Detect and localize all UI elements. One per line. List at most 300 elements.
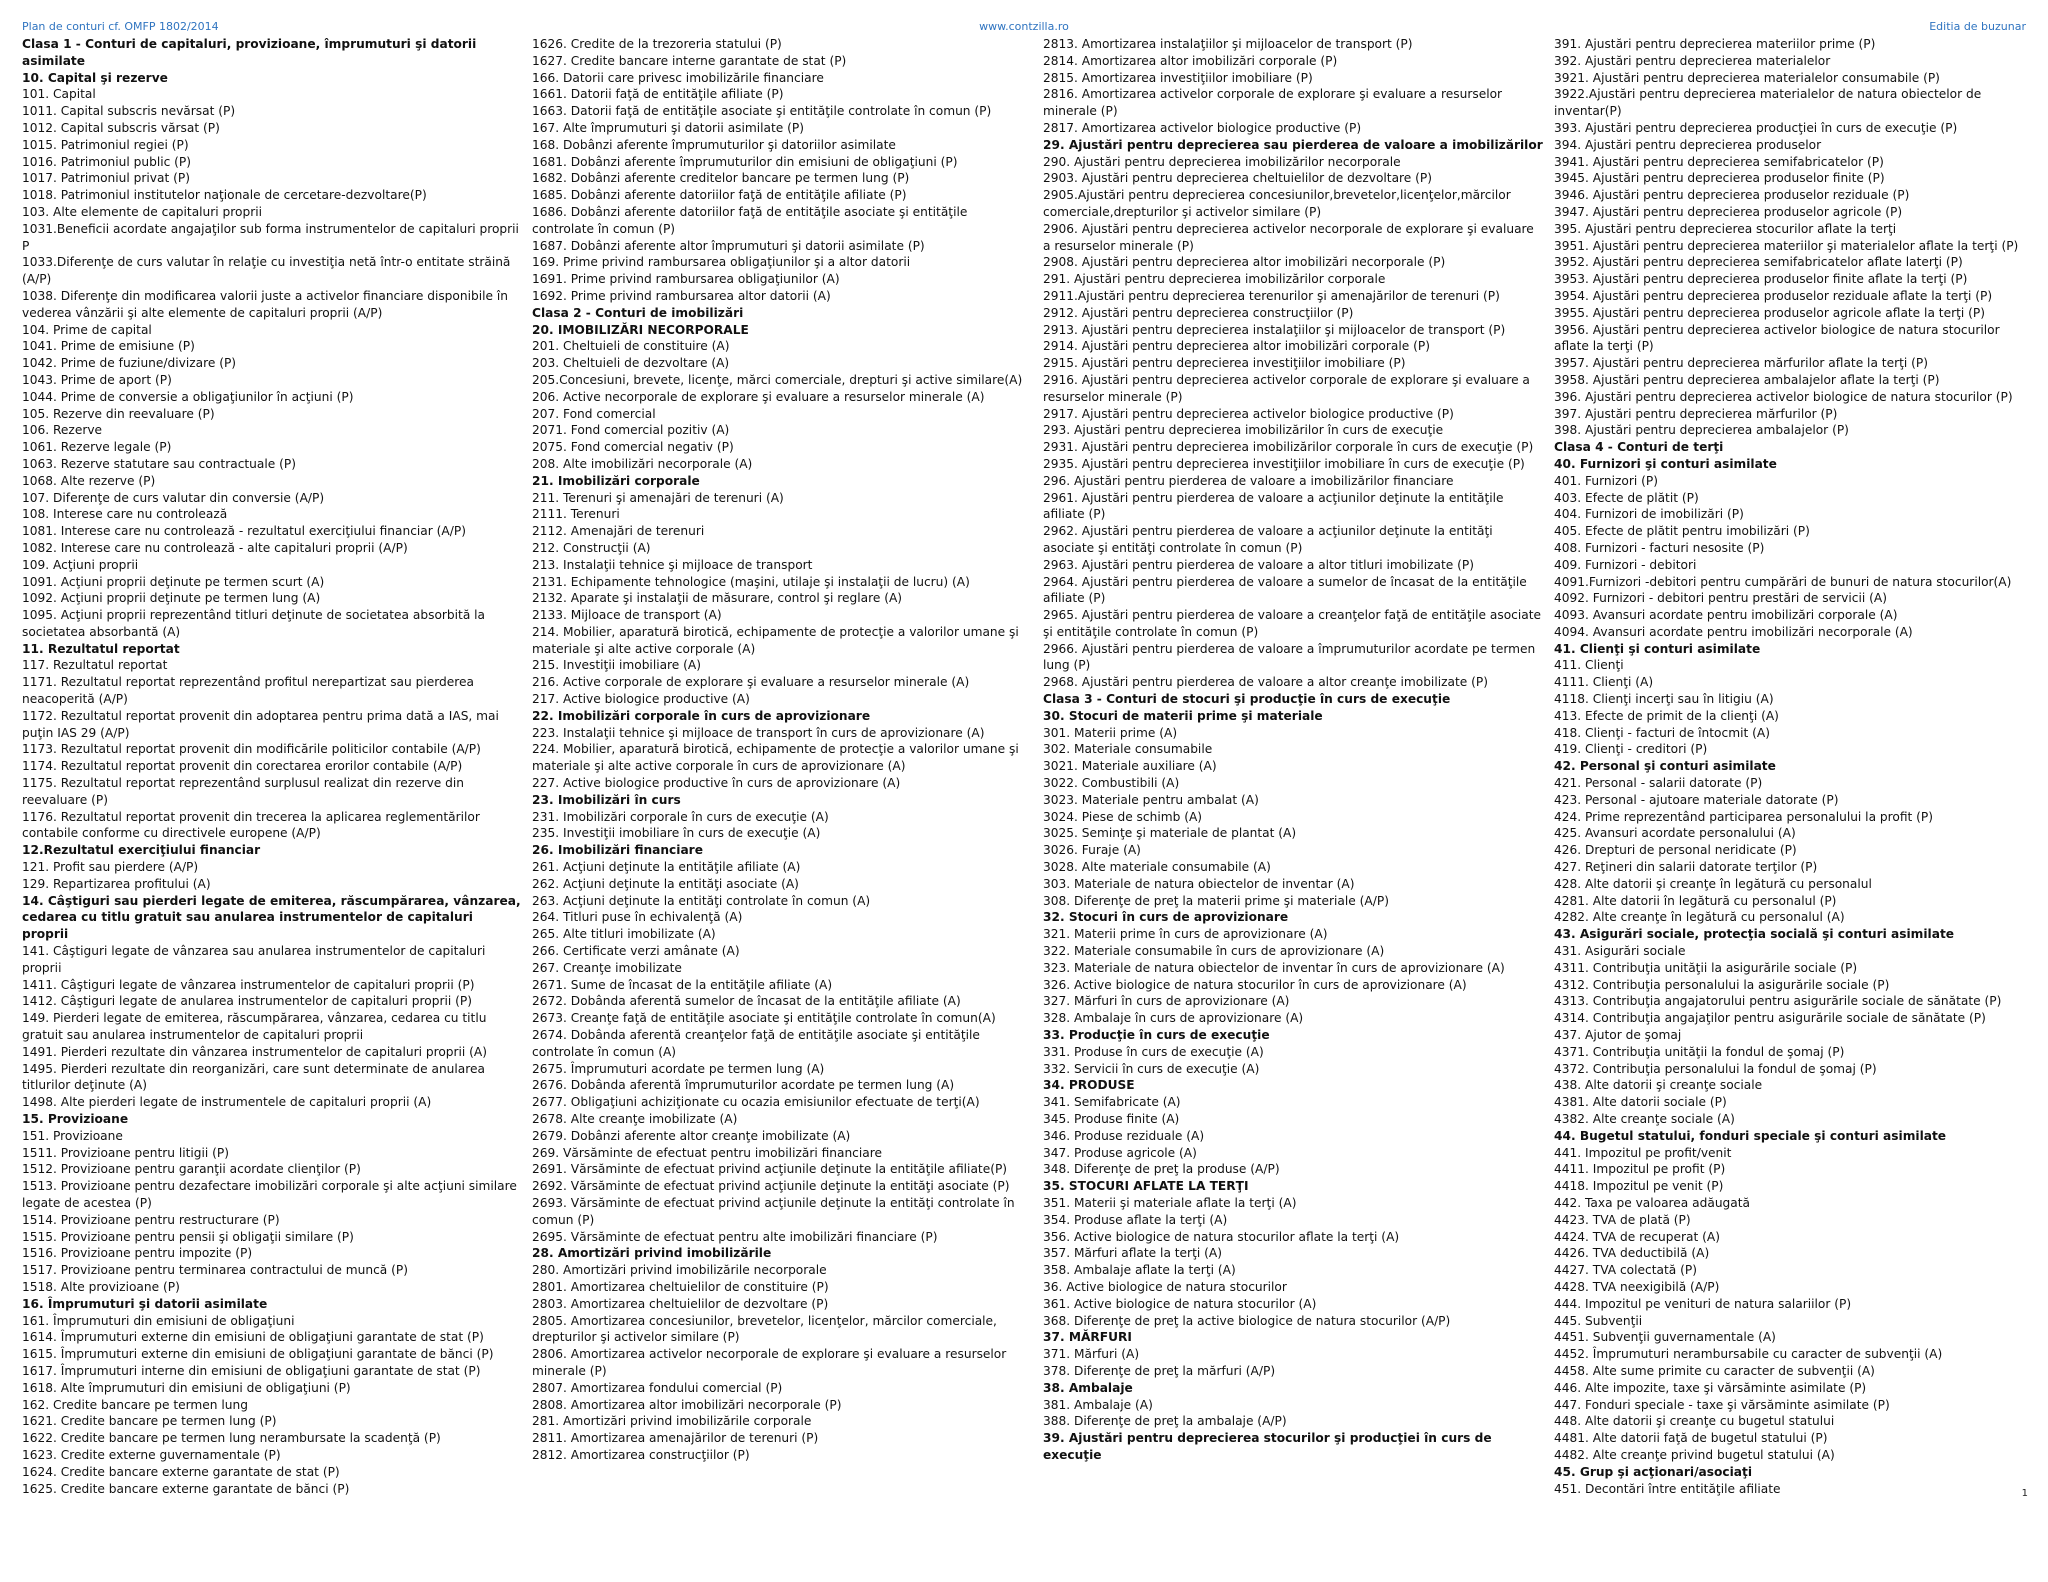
- account-line: 356. Active biologice de natura stocurilor aflate la terţi (A): [1043, 1229, 1400, 1244]
- account-line: 445. Subvenţii: [1554, 1313, 1643, 1328]
- account-line: 167. Alte împrumuturi şi datorii asimilate (P): [532, 120, 805, 135]
- account-line: 4311. Contribuţia unităţii la asigurările sociale (P): [1554, 960, 1858, 975]
- account-line: 423. Personal - ajutoare materiale datorate (P): [1554, 792, 1839, 807]
- account-line: 166. Datorii care privesc imobilizările financiare: [532, 70, 824, 85]
- account-line: 361. Active biologice de natura stocurilor (A): [1043, 1296, 1317, 1311]
- account-line: 3947. Ajustări pentru deprecierea produselor agricole (P): [1554, 204, 1903, 219]
- account-line: 1092. Acţiuni proprii deţinute pe termen lung (A): [22, 591, 321, 606]
- section-heading: Clasa 4 - Conturi de terţi: [1554, 440, 1724, 455]
- account-line: 2961. Ajustări pentru pierderea de valoare a acţiunilor deţinute la entităţile afiliate (P): [1043, 490, 1504, 522]
- account-line: 328. Ambalaje în curs de aprovizionare (A): [1043, 1011, 1304, 1026]
- account-line: 211. Terenuri şi amenajări de terenuri (A): [532, 490, 784, 505]
- account-line: 2962. Ajustări pentru pierderea de valoare a acţiunilor deţinute la entităţi asociate şi entităţi controlate în comun (P): [1043, 524, 1493, 555]
- account-line: 348. Diferenţe de preţ la produse (A/P): [1043, 1162, 1280, 1177]
- account-line: 2678. Alte creanţe imobilizate (A): [532, 1112, 738, 1126]
- account-line: 403. Efecte de plătit (P): [1554, 490, 1699, 505]
- account-line: 354. Produse aflate la terţi (A): [1043, 1212, 1228, 1227]
- account-line: 409. Furnizori - debitori: [1554, 557, 1697, 572]
- account-line: 1516. Provizioane pentru impozite (P): [22, 1246, 253, 1261]
- section-heading: 28. Amortizări privind imobilizările: [532, 1246, 772, 1261]
- account-line: 3026. Furaje (A): [1043, 843, 1141, 858]
- account-line: 206. Active necorporale de explorare şi evaluare a resurselor minerale (A): [532, 389, 985, 404]
- account-line: 351. Materii şi materiale aflate la terţi (A): [1043, 1195, 1297, 1210]
- account-line: 437. Ajutor de şomaj: [1554, 1028, 1682, 1043]
- account-line: 169. Prime privind rambursarea obligaţiunilor şi a altor datorii: [532, 255, 911, 270]
- account-line: 1511. Provizioane pentru litigii (P): [22, 1145, 230, 1160]
- section-heading: Clasa 1 - Conturi de capitaluri, provizioane, împrumuturi şi datorii asimilate: [22, 37, 477, 68]
- account-line: 1172. Rezultatul reportat provenit din adoptarea pentru prima dată a IAS, mai puţin IAS 29 (A/P): [22, 708, 499, 740]
- account-line: 1512. Provizioane pentru garanţii acordate clienţilor (P): [22, 1162, 361, 1177]
- account-line: 357. Mărfuri aflate la terţi (A): [1043, 1246, 1222, 1261]
- account-line: 381. Ambalaje (A): [1043, 1397, 1153, 1412]
- account-line: 2808. Amortizarea altor imobilizări necorporale (P): [532, 1397, 842, 1412]
- account-line: 263. Acţiuni deţinute la entităţi controlate în comun (A): [532, 893, 871, 908]
- account-line: 1518. Alte provizioane (P): [22, 1279, 180, 1294]
- section-heading: 35. STOCURI AFLATE LA TERŢI: [1043, 1179, 1249, 1194]
- account-line: 1061. Rezerve legale (P): [22, 440, 172, 455]
- account-line: 1621. Credite bancare pe termen lung (P): [22, 1414, 277, 1429]
- account-line: 4418. Impozitul pe venit (P): [1554, 1179, 1724, 1194]
- section-heading: 42. Personal şi conturi asimilate: [1554, 759, 1776, 774]
- account-line: 4372. Contribuţia personalului la fondul de şomaj (P): [1554, 1061, 1877, 1076]
- account-line: 2913. Ajustări pentru deprecierea instalaţiilor şi mijloacelor de transport (P): [1043, 322, 1506, 337]
- account-line: 290. Ajustări pentru deprecierea imobilizărilor necorporale: [1043, 154, 1401, 169]
- account-line: 3956. Ajustări pentru deprecierea activelor biologice de natura stocurilor aflate la terţi (P): [1554, 322, 2000, 354]
- account-line: 408. Furnizori - facturi nesosite (P): [1554, 540, 1765, 555]
- account-line: 1044. Prime de conversie a obligaţiunilor în acţiuni (P): [22, 389, 354, 404]
- account-line: 431. Asigurări sociale: [1554, 944, 1686, 959]
- account-line: 4092. Furnizori - debitori pentru prestări de servicii (A): [1554, 591, 1887, 606]
- section-heading: 15. Provizioane: [22, 1112, 129, 1126]
- account-line: 2806. Amortizarea activelor necorporale de explorare şi evaluare a resurselor minerale (P): [532, 1347, 1007, 1378]
- account-line: 3957. Ajustări pentru deprecierea mărfurilor aflate la terţi (P): [1554, 356, 1928, 371]
- account-line: 224. Mobilier, aparatură birotică, echipamente de protecţie a valorilor umane şi materiale şi alte active corporale în curs de aprovizionare (A): [532, 742, 1019, 774]
- account-line: 1682. Dobânzi aferente creditelor bancare pe termen lung (P): [532, 171, 910, 186]
- account-line: 2676. Dobânda aferentă împrumuturilor acordate pe termen lung (A): [532, 1078, 955, 1093]
- account-line: 296. Ajustări pentru pierderea de valoare a imobilizărilor financiare: [1043, 473, 1454, 488]
- account-line: 308. Diferenţe de preţ la materii prime şi materiale (A/P): [1043, 893, 1389, 908]
- account-line: 149. Pierderi legate de emiterea, răscumpărarea, vânzarea, cedarea cu titlu gratuit sau anularea instrumentelor de capitaluri proprii: [22, 1011, 487, 1043]
- account-line: 2905.Ajustări pentru deprecierea concesiunilor,brevetelor,licenţelor,mărcilor comerciale,drepturilor şi activelor similare (P): [1043, 188, 1511, 219]
- account-line: 413. Efecte de primit de la clienţi (A): [1554, 708, 1779, 723]
- account-line: 4118. Clienţi incerţi sau în litigiu (A): [1554, 692, 1774, 707]
- account-line: 2964. Ajustări pentru pierderea de valoare a sumelor de încasat de la entităţile afiliate (P): [1043, 574, 1527, 606]
- account-line: 4314. Contribuţia angajaţilor pentru asigurările sociale de sănătate (P): [1554, 1011, 1986, 1026]
- account-line: 1011. Capital subscris nevărsat (P): [22, 104, 236, 119]
- account-line: 1625. Credite bancare externe garantate de bănci (P): [22, 1481, 350, 1496]
- section-heading: Clasa 3 - Conturi de stocuri şi producţie în curs de execuţie: [1043, 692, 1451, 707]
- account-line: 212. Construcţii (A): [532, 540, 651, 555]
- account-line: 141. Câştiguri legate de vânzarea sau anularea instrumentelor de capitaluri proprii: [22, 944, 486, 975]
- section-heading: 12.Rezultatul exerciţiului financiar: [22, 843, 261, 858]
- account-line: 1016. Patrimoniul public (P): [22, 154, 192, 169]
- account-line: 332. Servicii în curs de execuţie (A): [1043, 1061, 1260, 1076]
- account-line: 4381. Alte datorii sociale (P): [1554, 1095, 1727, 1110]
- account-line: 4091.Furnizori -debitori pentru cumpărări de bunuri de natura stocurilor(A): [1554, 574, 2012, 589]
- account-line: 4313. Contribuţia angajatorului pentru asigurările sociale de sănătate (P): [1554, 994, 2002, 1009]
- account-line: 1624. Credite bancare externe garantate de stat (P): [22, 1464, 340, 1479]
- account-line: 2813. Amortizarea instalaţiilor şi mijloacelor de transport (P): [1043, 37, 1413, 51]
- account-line: 2931. Ajustări pentru deprecierea imobilizărilor corporale în curs de execuţie (P): [1043, 440, 1534, 455]
- account-line: 213. Instalaţii tehnice şi mijloace de transport: [532, 557, 813, 572]
- account-line: 2963. Ajustări pentru pierderea de valoare a altor titluri imobilizate (P): [1043, 557, 1475, 572]
- account-line: 121. Profit sau pierdere (A/P): [22, 860, 199, 875]
- section-heading: 14. Câştiguri sau pierderi legate de emiterea, răscumpărarea, vânzarea, cedarea cu titlu gratuit sau anularea instrumentelor de capitaluri proprii: [22, 893, 521, 942]
- account-line: 223. Instalaţii tehnice şi mijloace de transport în curs de aprovizionare (A): [532, 725, 985, 740]
- account-line: 2811. Amortizarea amenajărilor de terenuri (P): [532, 1431, 819, 1446]
- account-line: 151. Provizioane: [22, 1128, 123, 1143]
- account-line: 2816. Amortizarea activelor corporale de explorare şi evaluare a resurselor minerale (P): [1043, 87, 1503, 119]
- account-line: 404. Furnizori de imobilizări (P): [1554, 507, 1744, 522]
- section-heading: 29. Ajustări pentru deprecierea sau pierderea de valoare a imobilizărilor: [1043, 137, 1543, 152]
- account-line: 2671. Sume de încasat de la entităţile afiliate (A): [532, 977, 833, 992]
- account-line: 398. Ajustări pentru deprecierea ambalajelor (P): [1554, 423, 1849, 438]
- account-line: 2112. Amenajări de terenuri: [532, 524, 705, 539]
- section-heading: 21. Imobilizări corporale: [532, 473, 700, 488]
- account-line: 438. Alte datorii şi creanţe sociale: [1554, 1078, 1763, 1093]
- account-line: 4428. TVA neexigibilă (A/P): [1554, 1279, 1720, 1294]
- account-line: 1038. Diferenţe din modificarea valorii juste a activelor financiare disponibile în vederea vânzării şi alte elemente de capitaluri proprii (A/P): [22, 288, 508, 320]
- account-column-1: [22, 36, 522, 1497]
- account-line: 4423. TVA de plată (P): [1554, 1212, 1691, 1227]
- account-line: 4424. TVA de recuperat (A): [1554, 1229, 1720, 1244]
- account-line: 424. Prime reprezentând participarea personalului la profit (P): [1554, 809, 1934, 824]
- account-line: 2908. Ajustări pentru deprecierea altor imobilizări necorporale (P): [1043, 255, 1446, 270]
- account-line: 345. Produse finite (A): [1043, 1112, 1180, 1126]
- account-line: 451. Decontări între entităţile afiliate: [1554, 1481, 1781, 1496]
- account-line: 267. Creanţe imobilizate: [532, 960, 682, 975]
- account-line: 447. Fonduri speciale - taxe şi vărsăminte asimilate (P): [1554, 1397, 1890, 1412]
- section-heading: 33. Producţie în curs de execuţie: [1043, 1028, 1270, 1043]
- account-line: 323. Materiale de natura obiectelor de inventar în curs de aprovizionare (A): [1043, 960, 1505, 975]
- account-line: 3024. Piese de schimb (A): [1043, 809, 1203, 824]
- account-line: 1498. Alte pierderi legate de instrumentele de capitaluri proprii (A): [22, 1095, 432, 1110]
- account-line: 103. Alte elemente de capitaluri proprii: [22, 204, 262, 219]
- account-line: 341. Semifabricate (A): [1043, 1095, 1181, 1110]
- account-line: 448. Alte datorii şi creanţe cu bugetul statului: [1554, 1414, 1835, 1429]
- account-line: 3946. Ajustări pentru deprecierea produselor reziduale (P): [1554, 188, 1910, 203]
- account-line: 2916. Ajustări pentru deprecierea activelor corporale de explorare şi evaluare a resurselor minerale (P): [1043, 372, 1530, 404]
- section-heading: 16. Împrumuturi şi datorii asimilate: [22, 1296, 268, 1311]
- account-line: 2911.Ajustări pentru deprecierea terenurilor şi amenajărilor de terenuri (P): [1043, 288, 1500, 303]
- account-line: 1686. Dobânzi aferente datoriilor faţă de entităţile asociate şi entităţile controlate în comun (P): [532, 204, 968, 236]
- account-line: 3022. Combustibili (A): [1043, 776, 1180, 791]
- account-line: 261. Acţiuni deţinute la entităţile afiliate (A): [532, 860, 801, 875]
- account-line: 425. Avansuri acordate personalului (A): [1554, 826, 1796, 841]
- account-line: 4452. Împrumuturi nerambursabile cu caracter de subvenţii (A): [1554, 1347, 1943, 1362]
- account-line: 371. Mărfuri (A): [1043, 1347, 1140, 1362]
- account-line: 4094. Avansuri acordate pentru imobilizări necorporale (A): [1554, 624, 1913, 639]
- account-line: 3025. Seminţe şi materiale de plantat (A): [1043, 826, 1297, 841]
- account-line: 392. Ajustări pentru deprecierea materialelor: [1554, 53, 1831, 68]
- account-line: 265. Alte titluri imobilizate (A): [532, 927, 716, 942]
- account-line: 442. Taxa pe valoarea adăugată: [1554, 1195, 1750, 1210]
- account-line: 1515. Provizioane pentru pensii şi obligaţii similare (P): [22, 1229, 354, 1244]
- account-line: 2966. Ajustări pentru pierderea de valoare a împrumuturilor acordate pe termen lung (P): [1043, 641, 1536, 673]
- section-heading: 22. Imobilizări corporale în curs de aprovizionare: [532, 708, 871, 723]
- account-line: 428. Alte datorii şi creanţe în legătură cu personalul: [1554, 876, 1872, 891]
- account-line: 378. Diferenţe de preţ la mărfuri (A/P): [1043, 1363, 1276, 1378]
- section-heading: 32. Stocuri în curs de aprovizionare: [1043, 910, 1289, 925]
- account-line: 1081. Interese care nu controlează - rezultatul exerciţiului financiar (A/P): [22, 524, 466, 539]
- account-line: 427. Reţineri din salarii datorate terţilor (P): [1554, 860, 1818, 875]
- account-line: 1495. Pierderi rezultate din reorganizări, care sunt determinate de anularea titlurilor deţinute (A): [22, 1061, 485, 1093]
- account-line: 3021. Materiale auxiliare (A): [1043, 759, 1217, 774]
- account-line: 107. Diferenţe de curs valutar din conversie (A/P): [22, 490, 325, 505]
- section-heading: 40. Furnizori şi conturi asimilate: [1554, 456, 1777, 471]
- account-line: 2903. Ajustări pentru deprecierea cheltuielilor de dezvoltare (P): [1043, 171, 1433, 186]
- account-line: 1622. Credite bancare pe termen lung nerambursate la scadenţă (P): [22, 1431, 441, 1446]
- account-line: 1017. Patrimoniul privat (P): [22, 171, 190, 186]
- account-line: 2071. Fond comercial pozitiv (A): [532, 423, 730, 438]
- account-line: 2693. Vărsăminte de efectuat privind acţiunile deţinute la entităţi controlate în comun (P): [532, 1195, 1015, 1227]
- account-line: 393. Ajustări pentru deprecierea producţiei în curs de execuţie (P): [1554, 120, 1958, 135]
- account-line: 327. Mărfuri în curs de aprovizionare (A): [1043, 994, 1290, 1009]
- account-line: 301. Materii prime (A): [1043, 725, 1178, 740]
- account-line: 418. Clienţi - facturi de întocmit (A): [1554, 725, 1770, 740]
- account-line: 1031.Beneficii acordate angajaţilor sub forma instrumentelor de capitaluri proprii P: [22, 221, 519, 253]
- account-line: 4111. Clienţi (A): [1554, 675, 1654, 690]
- account-line: 1517. Provizioane pentru terminarea contractului de muncă (P): [22, 1263, 408, 1278]
- account-line: 2805. Amortizarea concesiunilor, brevetelor, licenţelor, mărcilor comerciale, drepturilor şi activelor similare (P): [532, 1313, 997, 1345]
- account-line: 419. Clienţi - creditori (P): [1554, 742, 1708, 757]
- account-line: 203. Cheltuieli de dezvoltare (A): [532, 356, 730, 371]
- account-line: 162. Credite bancare pe termen lung: [22, 1397, 248, 1412]
- account-line: 1176. Rezultatul reportat provenit din trecerea la aplicarea reglementărilor contabile conforme cu directivele europene (A/P): [22, 809, 480, 841]
- account-line: 2695. Vărsăminte de efectuat pentru alte imobilizări financiare (P): [532, 1229, 938, 1244]
- account-line: 207. Fond comercial: [532, 406, 656, 421]
- account-line: 1015. Patrimoniul regiei (P): [22, 137, 189, 152]
- account-line: 217. Active biologice productive (A): [532, 692, 750, 707]
- account-line: 444. Impozitul pe venituri de natura salariilor (P): [1554, 1296, 1852, 1311]
- account-line: 215. Investiţii imobiliare (A): [532, 658, 702, 673]
- account-line: 395. Ajustări pentru deprecierea stocurilor aflate la terţi: [1554, 221, 1897, 236]
- section-heading: 37. MĂRFURI: [1043, 1330, 1132, 1345]
- account-line: 326. Active biologice de natura stocurilor în curs de aprovizionare (A): [1043, 977, 1467, 992]
- account-line: 3921. Ajustări pentru deprecierea materialelor consumabile (P): [1554, 70, 1940, 85]
- account-line: 2131. Echipamente tehnologice (maşini, utilaje şi instalaţii de lucru) (A): [532, 574, 970, 589]
- account-line: 2914. Ajustări pentru deprecierea altor imobilizări corporale (P): [1043, 339, 1430, 354]
- account-line: 3028. Alte materiale consumabile (A): [1043, 860, 1271, 875]
- account-line: 293. Ajustări pentru deprecierea imobilizărilor în curs de execuţie: [1043, 423, 1444, 438]
- section-heading: 11. Rezultatul reportat: [22, 641, 180, 656]
- account-line: 3954. Ajustări pentru deprecierea produselor reziduale aflate la terţi (P): [1554, 288, 1993, 303]
- account-line: 205.Concesiuni, brevete, licenţe, mărci comerciale, drepturi şi active similare(A): [532, 372, 1023, 387]
- account-line: 2817. Amortizarea activelor biologice productive (P): [1043, 120, 1362, 135]
- account-line: 1513. Provizioane pentru dezafectare imobilizări corporale şi alte acţiuni similare legate de acestea (P): [22, 1179, 517, 1210]
- account-line: 347. Produse agricole (A): [1043, 1145, 1197, 1160]
- section-heading: 44. Bugetul statului, fonduri speciale şi conturi asimilate: [1554, 1128, 1947, 1143]
- account-line: 1175. Rezultatul reportat reprezentând surplusul realizat din rezerve din reevaluare (P): [22, 776, 465, 807]
- account-line: 4481. Alte datorii faţă de bugetul statului (P): [1554, 1431, 1828, 1446]
- section-heading: 23. Imobilizări în curs: [532, 792, 681, 807]
- page-number: 1: [2021, 1488, 2028, 1499]
- account-line: 266. Certificate verzi amânate (A): [532, 944, 740, 959]
- account-line: 446. Alte impozite, taxe şi vărsăminte asimilate (P): [1554, 1380, 1867, 1395]
- account-line: 388. Diferenţe de preţ la ambalaje (A/P): [1043, 1414, 1287, 1429]
- account-line: 108. Interese care nu controlează: [22, 507, 228, 522]
- section-heading: 38. Ambalaje: [1043, 1380, 1133, 1395]
- section-heading: 20. IMOBILIZĂRI NECORPORALE: [532, 322, 749, 337]
- account-line: 3941. Ajustări pentru deprecierea semifabricatelor (P): [1554, 154, 1884, 169]
- account-line: 2111. Terenuri: [532, 507, 620, 522]
- account-line: 104. Prime de capital: [22, 322, 152, 337]
- account-line: 368. Diferenţe de preţ la active biologice de natura stocurilor (A/P): [1043, 1313, 1451, 1328]
- account-line: 3951. Ajustări pentru deprecierea materiilor şi materialelor aflate la terţi (P) 3952. Ajustări pentru deprecierea semifabricatelor aflate laterţi (P): [1554, 238, 2019, 270]
- account-line: 3953. Ajustări pentru deprecierea produselor finite aflate la terţi (P): [1554, 272, 1968, 287]
- account-line: 397. Ajustări pentru deprecierea mărfurilor (P): [1554, 406, 1838, 421]
- account-line: 2815. Amortizarea investiţiilor imobiliare (P): [1043, 70, 1313, 85]
- account-line: 2075. Fond comercial negativ (P): [532, 440, 734, 455]
- account-line: 4371. Contribuţia unităţii la fondul de şomaj (P): [1554, 1044, 1845, 1059]
- account-line: 3958. Ajustări pentru deprecierea ambalajelor aflate la terţi (P): [1554, 372, 1940, 387]
- account-line: 1681. Dobânzi aferente împrumuturilor din emisiuni de obligaţiuni (P): [532, 154, 958, 169]
- account-line: 227. Active biologice productive în curs de aprovizionare (A): [532, 776, 901, 791]
- account-line: 101. Capital: [22, 87, 96, 102]
- account-line: 2965. Ajustări pentru pierderea de valoare a creanţelor faţă de entităţile asociate şi entităţile controlate în comun (P): [1043, 608, 1542, 639]
- account-line: 3955. Ajustări pentru deprecierea produselor agricole aflate la terţi (P): [1554, 305, 1985, 320]
- account-line: 109. Acţiuni proprii: [22, 557, 139, 572]
- account-line: 405. Efecte de plătit pentru imobilizări (P): [1554, 524, 1810, 539]
- account-line: 106. Rezerve: [22, 423, 103, 438]
- account-line: 2677. Obligaţiuni achiziţionate cu ocazia emisiunilor efectuate de terţi(A): [532, 1095, 980, 1110]
- account-line: 216. Active corporale de explorare şi evaluare a resurselor minerale (A): [532, 675, 970, 690]
- account-line: 280. Amortizări privind imobilizările necorporale: [532, 1263, 827, 1278]
- account-line: 4426. TVA deductibilă (A): [1554, 1246, 1710, 1261]
- account-line: 2812. Amortizarea construcţiilor (P): [532, 1447, 750, 1462]
- section-heading: 10. Capital şi rezerve: [22, 70, 168, 85]
- account-line: 269. Vărsăminte de efectuat pentru imobilizări financiare: [532, 1145, 882, 1160]
- account-line: 411. Clienţi: [1554, 658, 1624, 673]
- account-line: 321. Materii prime în curs de aprovizionare (A): [1043, 927, 1328, 942]
- account-line: 2803. Amortizarea cheltuielilor de dezvoltare (P): [532, 1296, 829, 1311]
- account-line: 4427. TVA colectată (P): [1554, 1263, 1697, 1278]
- header-website[interactable]: www.contzilla.ro: [979, 20, 1069, 33]
- section-heading: 26. Imobilizări financiare: [532, 843, 703, 858]
- account-line: 264. Titluri puse în echivalenţă (A): [532, 910, 743, 925]
- account-line: 322. Materiale consumabile în curs de aprovizionare (A): [1043, 944, 1385, 959]
- account-line: 161. Împrumuturi din emisiuni de obligaţiuni: [22, 1313, 295, 1328]
- account-line: 2673. Creanţe faţă de entităţile asociate şi entităţile controlate în comun(A): [532, 1011, 996, 1026]
- account-column-3: [1043, 36, 1543, 1464]
- account-line: 1173. Rezultatul reportat provenit din modificările politicilor contabile (A/P): [22, 742, 481, 757]
- section-heading: 45. Grup şi acţionari/asociaţi: [1554, 1464, 1753, 1479]
- section-heading: 30. Stocuri de materii prime şi materiale: [1043, 708, 1323, 723]
- account-line: 2801. Amortizarea cheltuielilor de constituire (P): [532, 1279, 829, 1294]
- account-line: 441. Impozitul pe profit/venit: [1554, 1145, 1732, 1160]
- account-line: 2968. Ajustări pentru pierderea de valoare a altor creanţe imobilizate (P): [1043, 675, 1488, 690]
- account-line: 302. Materiale consumabile: [1043, 742, 1213, 757]
- account-line: 1618. Alte împrumuturi din emisiuni de obligaţiuni (P): [22, 1380, 351, 1395]
- account-line: 1091. Acţiuni proprii deţinute pe termen scurt (A): [22, 574, 325, 589]
- account-line: 1685. Dobânzi aferente datoriilor faţă de entităţile afiliate (P): [532, 188, 907, 203]
- account-line: 2672. Dobânda aferentă sumelor de încasat de la entităţile afiliate (A): [532, 994, 961, 1009]
- account-line: 1626. Credite de la trezoreria statului (P): [532, 37, 782, 51]
- account-line: 1171. Rezultatul reportat reprezentând profitul nerepartizat sau pierderea neacoperită (A/P): [22, 675, 474, 707]
- account-line: 262. Acţiuni deţinute la entităţi asociate (A): [532, 876, 799, 891]
- account-line: 1623. Credite externe guvernamentale (P): [22, 1447, 281, 1462]
- account-line: 1617. Împrumuturi interne din emisiuni de obligaţiuni garantate de stat (P): [22, 1363, 481, 1378]
- account-line: 168. Dobânzi aferente împrumuturilor şi datoriilor asimilate: [532, 137, 896, 152]
- account-line: 1692. Prime privind rambursarea altor datorii (A): [532, 288, 831, 303]
- account-line: 208. Alte imobilizări necorporale (A): [532, 456, 753, 471]
- account-line: 1627. Credite bancare interne garantate de stat (P): [532, 53, 847, 68]
- account-line: 4482. Alte creanţe privind bugetul statului (A): [1554, 1447, 1835, 1462]
- account-line: 2679. Dobânzi aferente altor creanţe imobilizate (A): [532, 1128, 851, 1143]
- account-line: 2912. Ajustări pentru deprecierea construcţiilor (P): [1043, 305, 1354, 320]
- account-line: 2917. Ajustări pentru deprecierea activelor biologice productive (P): [1043, 406, 1454, 421]
- account-line: 1068. Alte rezerve (P): [22, 473, 156, 488]
- account-line: 1082. Interese care nu controlează - alte capitaluri proprii (A/P): [22, 540, 408, 555]
- section-heading: Clasa 2 - Conturi de imobilizări: [532, 305, 744, 320]
- account-line: 426. Drepturi de personal neridicate (P): [1554, 843, 1797, 858]
- account-column-4: [1554, 36, 2032, 1497]
- account-line: 2814. Amortizarea altor imobilizări corporale (P): [1043, 53, 1338, 68]
- account-line: 3922.Ajustări pentru deprecierea materialelor de natura obiectelor de inventar(P): [1554, 87, 1982, 119]
- account-line: 4458. Alte sume primite cu caracter de subvenţii (A): [1554, 1363, 1875, 1378]
- account-line: 1012. Capital subscris vărsat (P): [22, 120, 220, 135]
- account-line: 2915. Ajustări pentru deprecierea investiţiilor imobiliare (P): [1043, 356, 1406, 371]
- account-line: 396. Ajustări pentru deprecierea activelor biologice de natura stocurilor (P): [1554, 389, 2013, 404]
- account-line: 1042. Prime de fuziune/divizare (P): [22, 356, 237, 371]
- account-line: 214. Mobilier, aparatură birotică, echipamente de protecţie a valorilor umane şi materiale şi alte active corporale (A): [532, 624, 1019, 656]
- account-line: 1615. Împrumuturi externe din emisiuni de obligaţiuni garantate de bănci (P): [22, 1347, 494, 1362]
- account-line: 4312. Contribuţia personalului la asigurările sociale (P): [1554, 977, 1890, 992]
- account-line: 421. Personal - salarii datorate (P): [1554, 776, 1763, 791]
- account-line: 1095. Acţiuni proprii reprezentând titluri deţinute de societatea absorbită la societatea absorbantă (A): [22, 608, 486, 639]
- account-line: 2133. Mijloace de transport (A): [532, 608, 722, 623]
- account-line: 2935. Ajustări pentru deprecierea investiţiilor imobiliare în curs de execuţie (P): [1043, 456, 1525, 471]
- account-line: 117. Rezultatul reportat: [22, 658, 168, 673]
- account-line: 291. Ajustări pentru deprecierea imobilizărilor corporale: [1043, 272, 1386, 287]
- account-line: 1018. Patrimoniul institutelor naţionale de cercetare-dezvoltare(P): [22, 188, 427, 203]
- account-line: 1174. Rezultatul reportat provenit din corectarea erorilor contabile (A/P): [22, 759, 463, 774]
- account-line: 331. Produse în curs de execuţie (A): [1043, 1044, 1264, 1059]
- account-line: 129. Repartizarea profitului (A): [22, 876, 211, 891]
- account-line: 281. Amortizări privind imobilizările corporale: [532, 1414, 812, 1429]
- account-line: 4281. Alte datorii în legătură cu personalul (P): [1554, 893, 1837, 908]
- account-line: 1614. Împrumuturi externe din emisiuni de obligaţiuni garantate de stat (P): [22, 1330, 484, 1345]
- section-heading: 34. PRODUSE: [1043, 1078, 1135, 1093]
- account-line: 4093. Avansuri acordate pentru imobilizări corporale (A): [1554, 608, 1898, 623]
- account-line: 1491. Pierderi rezultate din vânzarea instrumentelor de capitaluri proprii (A): [22, 1044, 488, 1059]
- account-line: 3023. Materiale pentru ambalat (A): [1043, 792, 1259, 807]
- account-line: 1663. Datorii faţă de entităţile asociate şi entităţile controlate în comun (P): [532, 104, 992, 119]
- account-line: 2692. Vărsăminte de efectuat privind acţiunile deţinute la entităţi asociate (P): [532, 1179, 1010, 1194]
- account-line: 1412. Câştiguri legate de anularea instrumentelor de capitaluri proprii (P): [22, 994, 472, 1009]
- account-line: 2906. Ajustări pentru deprecierea activelor necorporale de explorare şi evaluare a resurselor minerale (P): [1043, 221, 1534, 253]
- account-line: 4451. Subvenţii guvernamentale (A): [1554, 1330, 1776, 1345]
- header-edition: Editia de buzunar: [1929, 20, 2026, 33]
- account-line: 235. Investiţii imobiliare în curs de execuţie (A): [532, 826, 821, 841]
- account-line: 1514. Provizioane pentru restructurare (P): [22, 1212, 280, 1227]
- account-line: 303. Materiale de natura obiectelor de inventar (A): [1043, 876, 1355, 891]
- account-line: 1041. Prime de emisiune (P): [22, 339, 195, 354]
- account-line: 201. Cheltuieli de constituire (A): [532, 339, 730, 354]
- account-column-2: [532, 36, 1032, 1464]
- account-line: 2674. Dobânda aferentă creanţelor faţă de entităţile asociate şi entităţile controlate în comun (A): [532, 1028, 980, 1059]
- account-line: 3945. Ajustări pentru deprecierea produselor finite (P): [1554, 171, 1885, 186]
- account-line: 2675. Împrumuturi acordate pe termen lung (A): [532, 1061, 825, 1076]
- account-line: 1691. Prime privind rambursarea obligaţiunilor (A): [532, 272, 840, 287]
- header-document-title: Plan de conturi cf. OMFP 1802/2014: [22, 20, 219, 33]
- account-line: 346. Produse reziduale (A): [1043, 1128, 1205, 1143]
- account-line: 1033.Diferenţe de curs valutar în relaţie cu investiţia netă într-o entitate străină (A/P): [22, 255, 511, 287]
- account-line: 1411. Câştiguri legate de vânzarea instrumentelor de capitaluri proprii (P): [22, 977, 475, 992]
- account-line: 231. Imobilizări corporale în curs de execuţie (A): [532, 809, 829, 824]
- account-line: 105. Rezerve din reevaluare (P): [22, 406, 215, 421]
- account-line: 1063. Rezerve statutare sau contractuale (P): [22, 456, 296, 471]
